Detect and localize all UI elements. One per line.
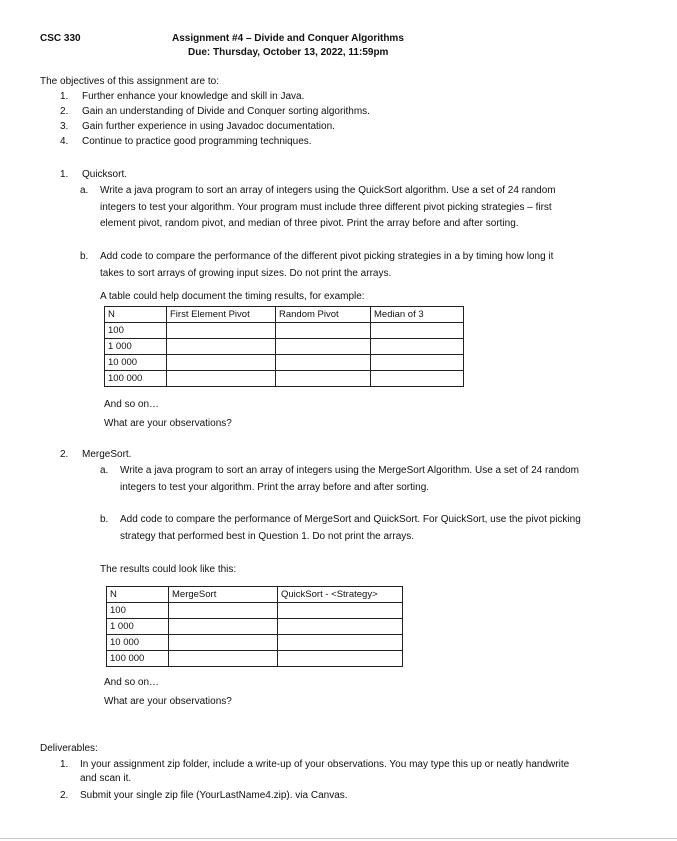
q2a-line: integers to test your algorithm. Print the array before and after sorting.	[120, 482, 430, 493]
q1-table-intro: A table could help document the timing results, for example:	[100, 291, 365, 302]
course-code: CSC 330	[40, 33, 81, 44]
q2a-letter: a.	[100, 465, 109, 476]
table-cell	[169, 651, 278, 667]
due-date: Due: Thursday, October 13, 2022, 11:59pm	[188, 47, 389, 58]
table-cell-n: 100	[105, 323, 167, 339]
table-cell	[276, 355, 371, 371]
q1a-line: Write a java program to sort an array of integers using the QuickSort algorithm. Use a set of 24 random	[100, 185, 556, 196]
q1-and-so-on: And so on…	[104, 399, 160, 410]
table-cell	[278, 619, 403, 635]
table-header-cell: Random Pivot	[276, 307, 371, 323]
q1a-line: element pivot, random pivot, and median of three pivot. Print the array before and after sorting.	[100, 218, 519, 229]
deliverable-item-num: 1.	[60, 759, 69, 770]
table-cell-n: 100	[107, 603, 169, 619]
q2-and-so-on: And so on…	[104, 677, 160, 688]
table-header-row	[107, 587, 403, 603]
table-cell	[169, 603, 278, 619]
q2b-line: Add code to compare the performance of MergeSort and QuickSort. For QuickSort, use the pivot picking	[120, 514, 581, 525]
table-cell	[169, 635, 278, 651]
table-header-cell: First Element Pivot	[167, 307, 276, 323]
table-row	[105, 323, 464, 339]
q2-observations: What are your observations?	[104, 696, 232, 707]
q2a-line: Write a java program to sort an array of integers using the MergeSort Algorithm. Use a set of 24 random	[120, 465, 579, 476]
table-cell	[276, 371, 371, 387]
objective-item: 4. Continue to practice good programming techniques.	[60, 136, 312, 147]
deliverable-item-line: Submit your single zip file (YourLastName4.zip). via Canvas.	[80, 790, 348, 801]
table-cell	[278, 635, 403, 651]
table-cell	[276, 323, 371, 339]
table-cell-n: 10 000	[107, 635, 169, 651]
deliverable-item-line: In your assignment zip folder, include a write-up of your observations. You may type this up or neatly handwrite	[80, 759, 570, 770]
table-cell	[167, 323, 276, 339]
table-cell	[371, 323, 464, 339]
table-row	[107, 619, 403, 635]
table-cell	[371, 339, 464, 355]
deliverables-heading: Deliverables:	[40, 743, 98, 754]
table-row	[105, 355, 464, 371]
q2b-line: strategy that performed best in Question 1. Do not print the arrays.	[120, 531, 415, 542]
table-row	[105, 371, 464, 387]
table-header-cell: MergeSort	[169, 587, 278, 603]
q1b-letter: b.	[80, 251, 89, 262]
table-row	[107, 635, 403, 651]
table-cell-n: 100 000	[105, 371, 167, 387]
q2-heading: 2. MergeSort.	[60, 449, 132, 460]
q1-observations: What are your observations?	[104, 418, 232, 429]
q2-results-table	[106, 586, 403, 667]
table-cell	[371, 355, 464, 371]
objective-item: 2. Gain an understanding of Divide and Conquer sorting algorithms.	[60, 106, 370, 117]
q1-heading: 1. Quicksort.	[60, 169, 128, 180]
table-row	[105, 339, 464, 355]
objective-item: 3. Gain further experience in using Javadoc documentation.	[60, 121, 335, 132]
table-cell	[278, 603, 403, 619]
q2-table-intro: The results could look like this:	[100, 564, 237, 575]
table-cell	[167, 371, 276, 387]
table-header-cell: Median of 3	[371, 307, 464, 323]
q2b-letter: b.	[100, 514, 109, 525]
page-bottom-divider	[0, 838, 677, 839]
table-cell	[167, 355, 276, 371]
table-cell	[167, 339, 276, 355]
q1-timing-table	[104, 306, 464, 387]
deliverable-item-line: and scan it.	[80, 773, 132, 784]
assignment-title: Assignment #4 – Divide and Conquer Algorithms	[172, 33, 404, 44]
q1b-line: Add code to compare the performance of the different pivot picking strategies in a by timing how long it	[100, 251, 554, 262]
table-cell-n: 1 000	[105, 339, 167, 355]
table-cell-n: 1 000	[107, 619, 169, 635]
table-header-row	[105, 307, 464, 323]
table-cell-n: 10 000	[105, 355, 167, 371]
table-header-cell: N	[105, 307, 167, 323]
objectives-intro: The objectives of this assignment are to:	[40, 76, 219, 87]
table-cell	[371, 371, 464, 387]
table-header-cell: QuickSort - <Strategy>	[278, 587, 403, 603]
table-cell	[278, 651, 403, 667]
table-cell	[276, 339, 371, 355]
table-cell-n: 100 000	[107, 651, 169, 667]
table-row	[107, 603, 403, 619]
table-cell	[169, 619, 278, 635]
table-header-cell: N	[107, 587, 169, 603]
q1a-line: integers to test your algorithm. Your program must include three different pivot picking strategies – first	[100, 202, 552, 213]
q1a-letter: a.	[80, 185, 89, 196]
q1b-line: takes to sort arrays of growing input sizes. Do not print the arrays.	[100, 268, 392, 279]
deliverable-item-num: 2.	[60, 790, 69, 801]
objective-item: 1. Further enhance your knowledge and skill in Java.	[60, 91, 305, 102]
table-row	[107, 651, 403, 667]
